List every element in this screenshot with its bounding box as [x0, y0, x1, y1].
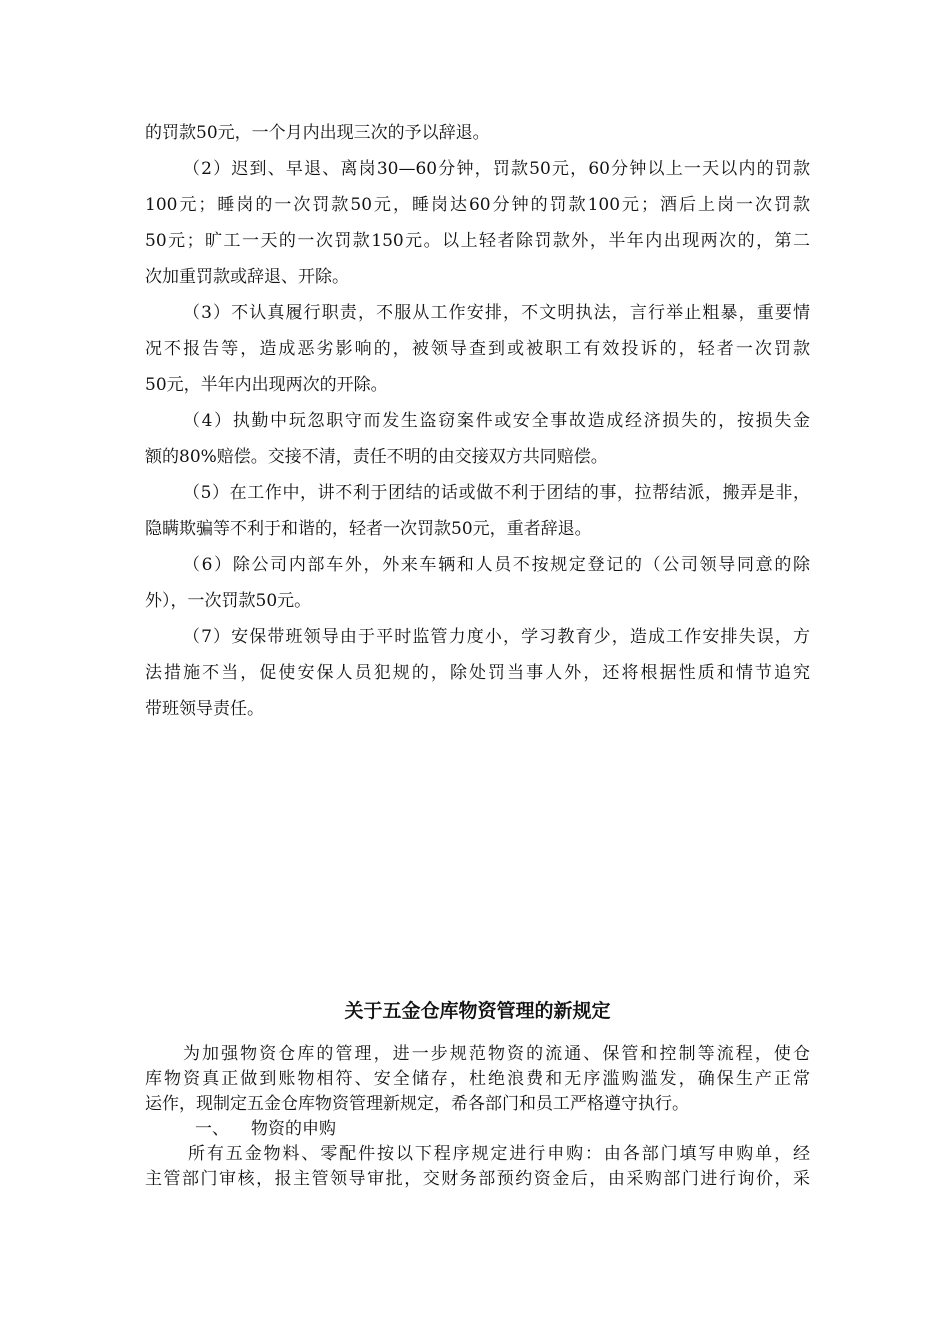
paragraph-line: 50元；旷工一天的一次罚款150元。以上轻者除罚款外，半年内出现两次的，第二 [145, 231, 810, 251]
paragraph-line: （2）迟到、早退、离岗30—60分钟，罚款50元，60分钟以上一天以内的罚款 [183, 159, 810, 179]
paragraph-line: 隐瞒欺骗等不利于和谐的，轻者一次罚款50元，重者辞退。 [145, 519, 592, 539]
paragraph-line: 的罚款50元，一个月内出现三次的予以辞退。 [145, 123, 490, 143]
section-heading-label: 物资的申购 [251, 1119, 336, 1139]
penalty-rules-section [145, 115, 810, 727]
paragraph-line: （3）不认真履行职责，不服从工作安排，不文明执法，言行举止粗暴，重要情 [183, 303, 810, 323]
body-line: 所有五金物料、零配件按以下程序规定进行申购：由各部门填写申购单，经 [188, 1144, 810, 1164]
intro-line: 运作，现制定五金仓库物资管理新规定，希各部门和员工严格遵守执行。 [145, 1094, 689, 1114]
paragraph-line: 次加重罚款或辞退、开除。 [145, 267, 349, 287]
paragraph-line: 况不报告等，造成恶劣影响的，被领导查到或被职工有效投诉的，轻者一次罚款 [145, 339, 810, 359]
paragraph-line: 外），一次罚款50元。 [145, 591, 312, 611]
paragraph-line: 带班领导责任。 [145, 699, 264, 719]
paragraph-line: （5）在工作中，讲不利于团结的话或做不利于团结的事，拉帮结派，搬弄是非， [183, 483, 810, 503]
document-title: 关于五金仓库物资管理的新规定 [344, 1000, 611, 1022]
section-heading-number: 一、 [195, 1119, 229, 1139]
paragraph-line: 50元，半年内出现两次的开除。 [145, 375, 388, 395]
paragraph-line: （7）安保带班领导由于平时监管力度小，学习教育少，造成工作安排失误，方 [183, 627, 810, 647]
paragraph-line: （6）除公司内部车外，外来车辆和人员不按规定登记的（公司领导同意的除 [183, 555, 810, 575]
intro-line: 库物资真正做到账物相符、安全储存，杜绝浪费和无序滥购滥发，确保生产正常 [145, 1069, 810, 1089]
intro-line: 为加强物资仓库的管理，进一步规范物资的流通、保管和控制等流程，使仓 [183, 1044, 810, 1064]
paragraph-line: 额的80%赔偿。交接不清，责任不明的由交接双方共同赔偿。 [145, 447, 608, 467]
paragraph-line: 100元；睡岗的一次罚款50元，睡岗达60分钟的罚款100元；酒后上岗一次罚款 [145, 195, 810, 215]
warehouse-rules-section [145, 1042, 810, 1192]
body-line: 主管部门审核，报主管领导审批，交财务部预约资金后，由采购部门进行询价，采 [145, 1169, 810, 1189]
paragraph-line: 法措施不当，促使安保人员犯规的，除处罚当事人外，还将根据性质和情节追究 [145, 663, 810, 683]
paragraph-line: （4）执勤中玩忽职守而发生盗窃案件或安全事故造成经济损失的，按损失金 [183, 411, 810, 431]
section-heading [145, 1117, 810, 1142]
